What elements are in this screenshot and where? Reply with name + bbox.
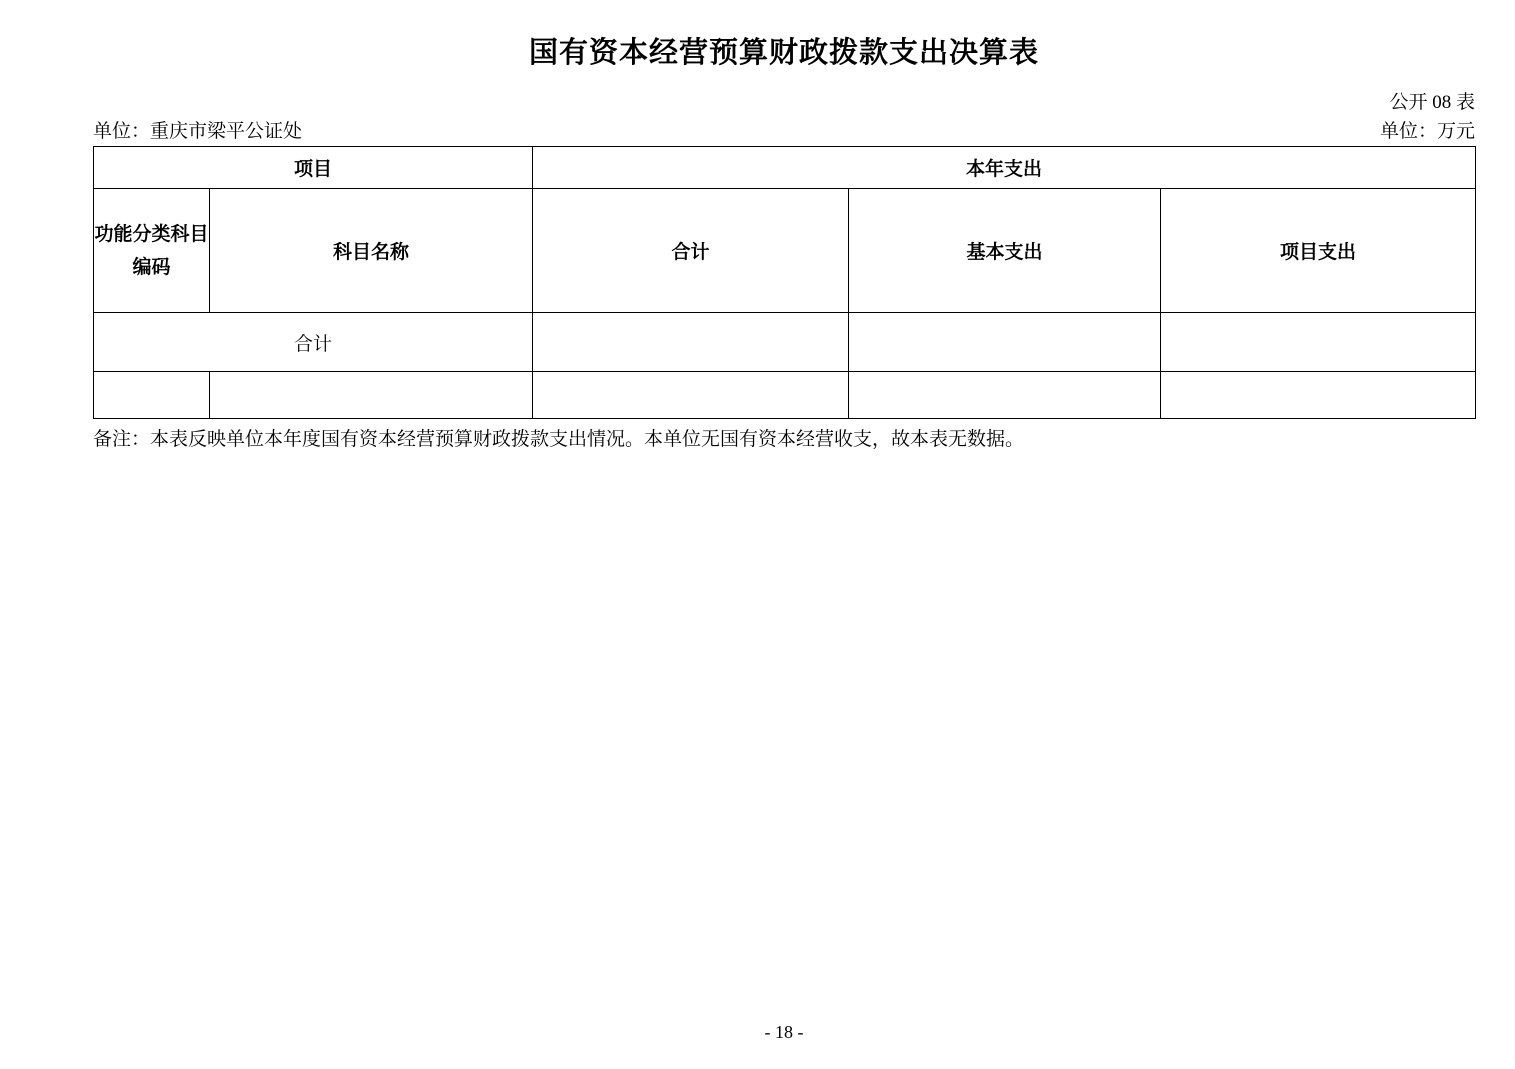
empty-row-code-cell (94, 372, 210, 419)
header-group-annual-expenditure: 本年支出 (533, 147, 1476, 189)
footnote: 备注：本表反映单位本年度国有资本经营预算财政拨款支出情况。本单位无国有资本经营收支，故本表无数据。 (93, 429, 1025, 451)
total-row-project-cell (1161, 313, 1476, 372)
header-group-item: 项目 (94, 147, 533, 189)
total-row-label: 合计 (94, 313, 533, 372)
empty-row-basic-cell (849, 372, 1161, 419)
page-title: 国有资本经营预算财政拨款支出决算表 (528, 37, 1039, 69)
header-functional-code-line1: 功能分类科目 (94, 223, 209, 245)
header-project-expenditure: 项目支出 (1161, 189, 1476, 313)
unit-name-label: 单位：重庆市梁平公证处 (93, 120, 303, 142)
header-functional-code (94, 189, 210, 313)
budget-table (93, 146, 1476, 419)
header-basic-expenditure: 基本支出 (849, 189, 1161, 313)
total-row-basic-cell (849, 313, 1161, 372)
total-row (94, 313, 1476, 372)
header-subject-name: 科目名称 (210, 189, 533, 313)
table-header-group-row (94, 147, 1476, 189)
unit-measure-label: 单位：万元 (1379, 120, 1475, 142)
empty-data-row (94, 372, 1476, 419)
table-number-label: 公开 08 表 (1389, 91, 1475, 113)
empty-row-total-cell (533, 372, 849, 419)
table-header-columns-row (94, 189, 1476, 313)
document-content (93, 0, 1475, 452)
empty-row-project-cell (1161, 372, 1476, 419)
empty-row-name-cell (210, 372, 533, 419)
header-functional-code-line2: 编码 (132, 256, 171, 278)
page-number: - 18 - (764, 1022, 804, 1042)
meta-row (93, 121, 1475, 144)
total-row-total-cell (533, 313, 849, 372)
header-total: 合计 (533, 189, 849, 313)
